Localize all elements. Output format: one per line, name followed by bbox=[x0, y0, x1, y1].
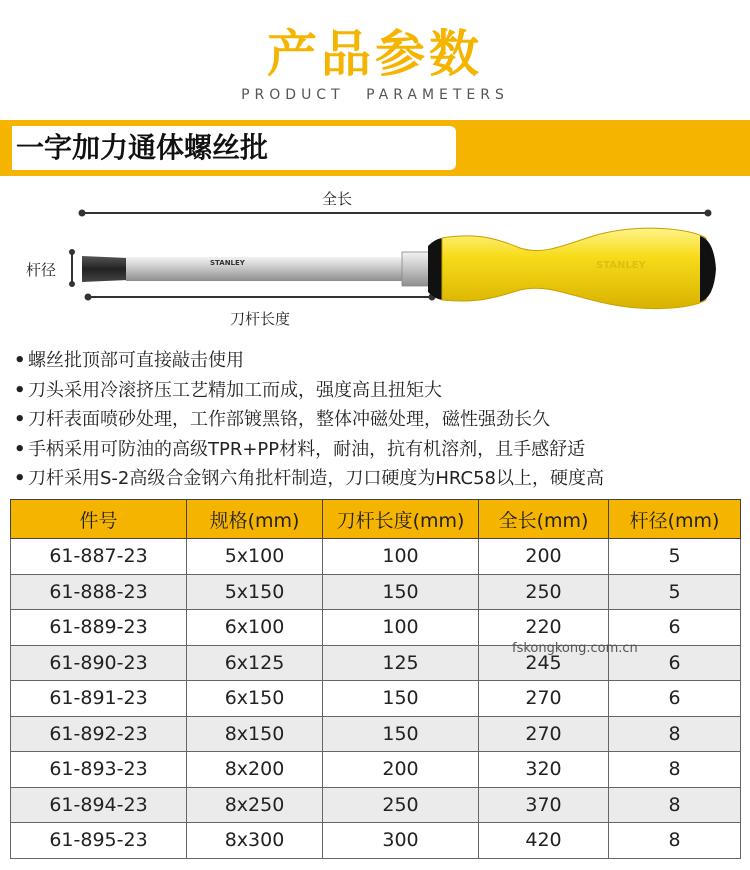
table-row bbox=[11, 716, 741, 752]
blade-tip bbox=[82, 256, 128, 282]
feature-item: • 手柄采用可防油的高级TPR+PP材料，耐油，抗有机溶剂，且手感舒适 bbox=[14, 438, 586, 460]
spec-cell: 8x300 bbox=[187, 823, 323, 859]
screwdriver-handle bbox=[442, 228, 706, 308]
overall-length-cell: 270 bbox=[479, 681, 609, 717]
part-number-cell: 61-895-23 bbox=[11, 823, 187, 859]
handle-end-cap bbox=[700, 236, 716, 302]
overall-length-cell: 320 bbox=[479, 752, 609, 788]
shaft-diameter-cell: 8 bbox=[609, 823, 741, 859]
overall-length-label: 全长 bbox=[322, 190, 353, 208]
overall-length-cell: 270 bbox=[479, 716, 609, 752]
spec-table bbox=[10, 499, 741, 859]
overall-length-dimension bbox=[79, 210, 712, 217]
overall-length-cell: 420 bbox=[479, 823, 609, 859]
blade-length-cell: 100 bbox=[323, 539, 479, 575]
spec-cell: 6x150 bbox=[187, 681, 323, 717]
overall-length-cell: 220 bbox=[479, 610, 609, 646]
watermark: fskongkong.com.cn bbox=[512, 641, 638, 656]
overall-length-cell: 200 bbox=[479, 539, 609, 575]
feature-list bbox=[14, 346, 744, 494]
blade-length-cell: 300 bbox=[323, 823, 479, 859]
shaft-diameter-cell: 5 bbox=[609, 539, 741, 575]
column-header: 刀杆长度(mm) bbox=[323, 500, 479, 539]
overall-length-cell: 250 bbox=[479, 574, 609, 610]
table-row bbox=[11, 610, 741, 646]
page-title: 产品参数 bbox=[267, 25, 483, 83]
table-row bbox=[11, 752, 741, 788]
feature-item: • 刀头采用冷滚挤压工艺精加工而成，强度高且扭矩大 bbox=[14, 379, 442, 401]
shaft-diameter-cell: 6 bbox=[609, 645, 741, 681]
overall-length-cell: 370 bbox=[479, 787, 609, 823]
screwdriver-shaft bbox=[126, 257, 406, 281]
blade-length-cell: 150 bbox=[323, 716, 479, 752]
table-row bbox=[11, 574, 741, 610]
page-subtitle: PRODUCT PARAMETERS bbox=[241, 87, 509, 103]
screwdriver-illustration bbox=[0, 176, 750, 336]
spec-cell: 8x250 bbox=[187, 787, 323, 823]
feature-item: • 刀杆采用S-2高级合金钢六角批杆制造，刀口硬度为HRC58以上，硬度高 bbox=[14, 468, 604, 489]
spec-cell: 5x100 bbox=[187, 539, 323, 575]
column-header: 件号 bbox=[11, 500, 187, 539]
feature-text: 刀杆采用S-2高级合金钢六角批杆制造，刀口硬度为HRC58以上，硬度高 bbox=[28, 468, 604, 489]
shaft-diameter-dimension bbox=[69, 249, 75, 287]
feature-text: 螺丝批顶部可直接敲击使用 bbox=[28, 350, 244, 371]
table-row bbox=[11, 823, 741, 859]
part-number-cell: 61-888-23 bbox=[11, 574, 187, 610]
overall-length-cell: 245 bbox=[479, 645, 609, 681]
feature-text: 刀杆表面喷砂处理，工作部镀黑铬，整体冲磁处理，磁性强劲长久 bbox=[28, 409, 550, 430]
shaft-brand: STANLEY bbox=[210, 259, 245, 267]
shaft-diameter-cell: 8 bbox=[609, 716, 741, 752]
shaft-diameter-cell: 6 bbox=[609, 681, 741, 717]
shaft-diameter-label: 杆径 bbox=[26, 261, 57, 279]
feature-item: • 刀杆表面喷砂处理，工作部镀黑铬，整体冲磁处理，磁性强劲长久 bbox=[14, 409, 550, 430]
shaft-diameter-cell: 8 bbox=[609, 787, 741, 823]
part-number-cell: 61-889-23 bbox=[11, 610, 187, 646]
part-number-cell: 61-891-23 bbox=[11, 681, 187, 717]
spec-cell: 8x200 bbox=[187, 752, 323, 788]
spec-cell: 6x100 bbox=[187, 610, 323, 646]
handle-brand: STANLEY bbox=[596, 260, 646, 271]
feature-item: • 螺丝批顶部可直接敲击使用 bbox=[14, 350, 244, 371]
part-number-cell: 61-890-23 bbox=[11, 645, 187, 681]
column-header: 规格(mm) bbox=[187, 500, 323, 539]
blade-length-cell: 200 bbox=[323, 752, 479, 788]
shaft-diameter-cell: 5 bbox=[609, 574, 741, 610]
table-row bbox=[11, 681, 741, 717]
table-row bbox=[11, 539, 741, 575]
blade-length-dimension bbox=[85, 294, 436, 301]
part-number-cell: 61-894-23 bbox=[11, 787, 187, 823]
hex-bolster bbox=[402, 252, 430, 286]
part-number-cell: 61-892-23 bbox=[11, 716, 187, 752]
shaft-diameter-cell: 6 bbox=[609, 610, 741, 646]
blade-length-cell: 100 bbox=[323, 610, 479, 646]
table-header-row bbox=[11, 500, 741, 539]
spec-cell: 8x150 bbox=[187, 716, 323, 752]
spec-cell: 5x150 bbox=[187, 574, 323, 610]
feature-text: 手柄采用可防油的高级TPR+PP材料，耐油，抗有机溶剂，且手感舒适 bbox=[28, 438, 586, 460]
part-number-cell: 61-887-23 bbox=[11, 539, 187, 575]
blade-length-cell: 150 bbox=[323, 681, 479, 717]
product-name: 一字加力通体螺丝批 bbox=[12, 126, 456, 170]
spec-cell: 6x125 bbox=[187, 645, 323, 681]
screwdriver-diagram bbox=[0, 176, 750, 336]
blade-length-cell: 250 bbox=[323, 787, 479, 823]
blade-length-cell: 150 bbox=[323, 574, 479, 610]
column-header: 杆径(mm) bbox=[609, 500, 741, 539]
column-header: 全长(mm) bbox=[479, 500, 609, 539]
blade-length-cell: 125 bbox=[323, 645, 479, 681]
shaft-diameter-cell: 8 bbox=[609, 752, 741, 788]
blade-length-label: 刀杆长度 bbox=[230, 310, 291, 328]
table-row bbox=[11, 787, 741, 823]
feature-text: 刀头采用冷滚挤压工艺精加工而成，强度高且扭矩大 bbox=[28, 379, 442, 401]
part-number-cell: 61-893-23 bbox=[11, 752, 187, 788]
